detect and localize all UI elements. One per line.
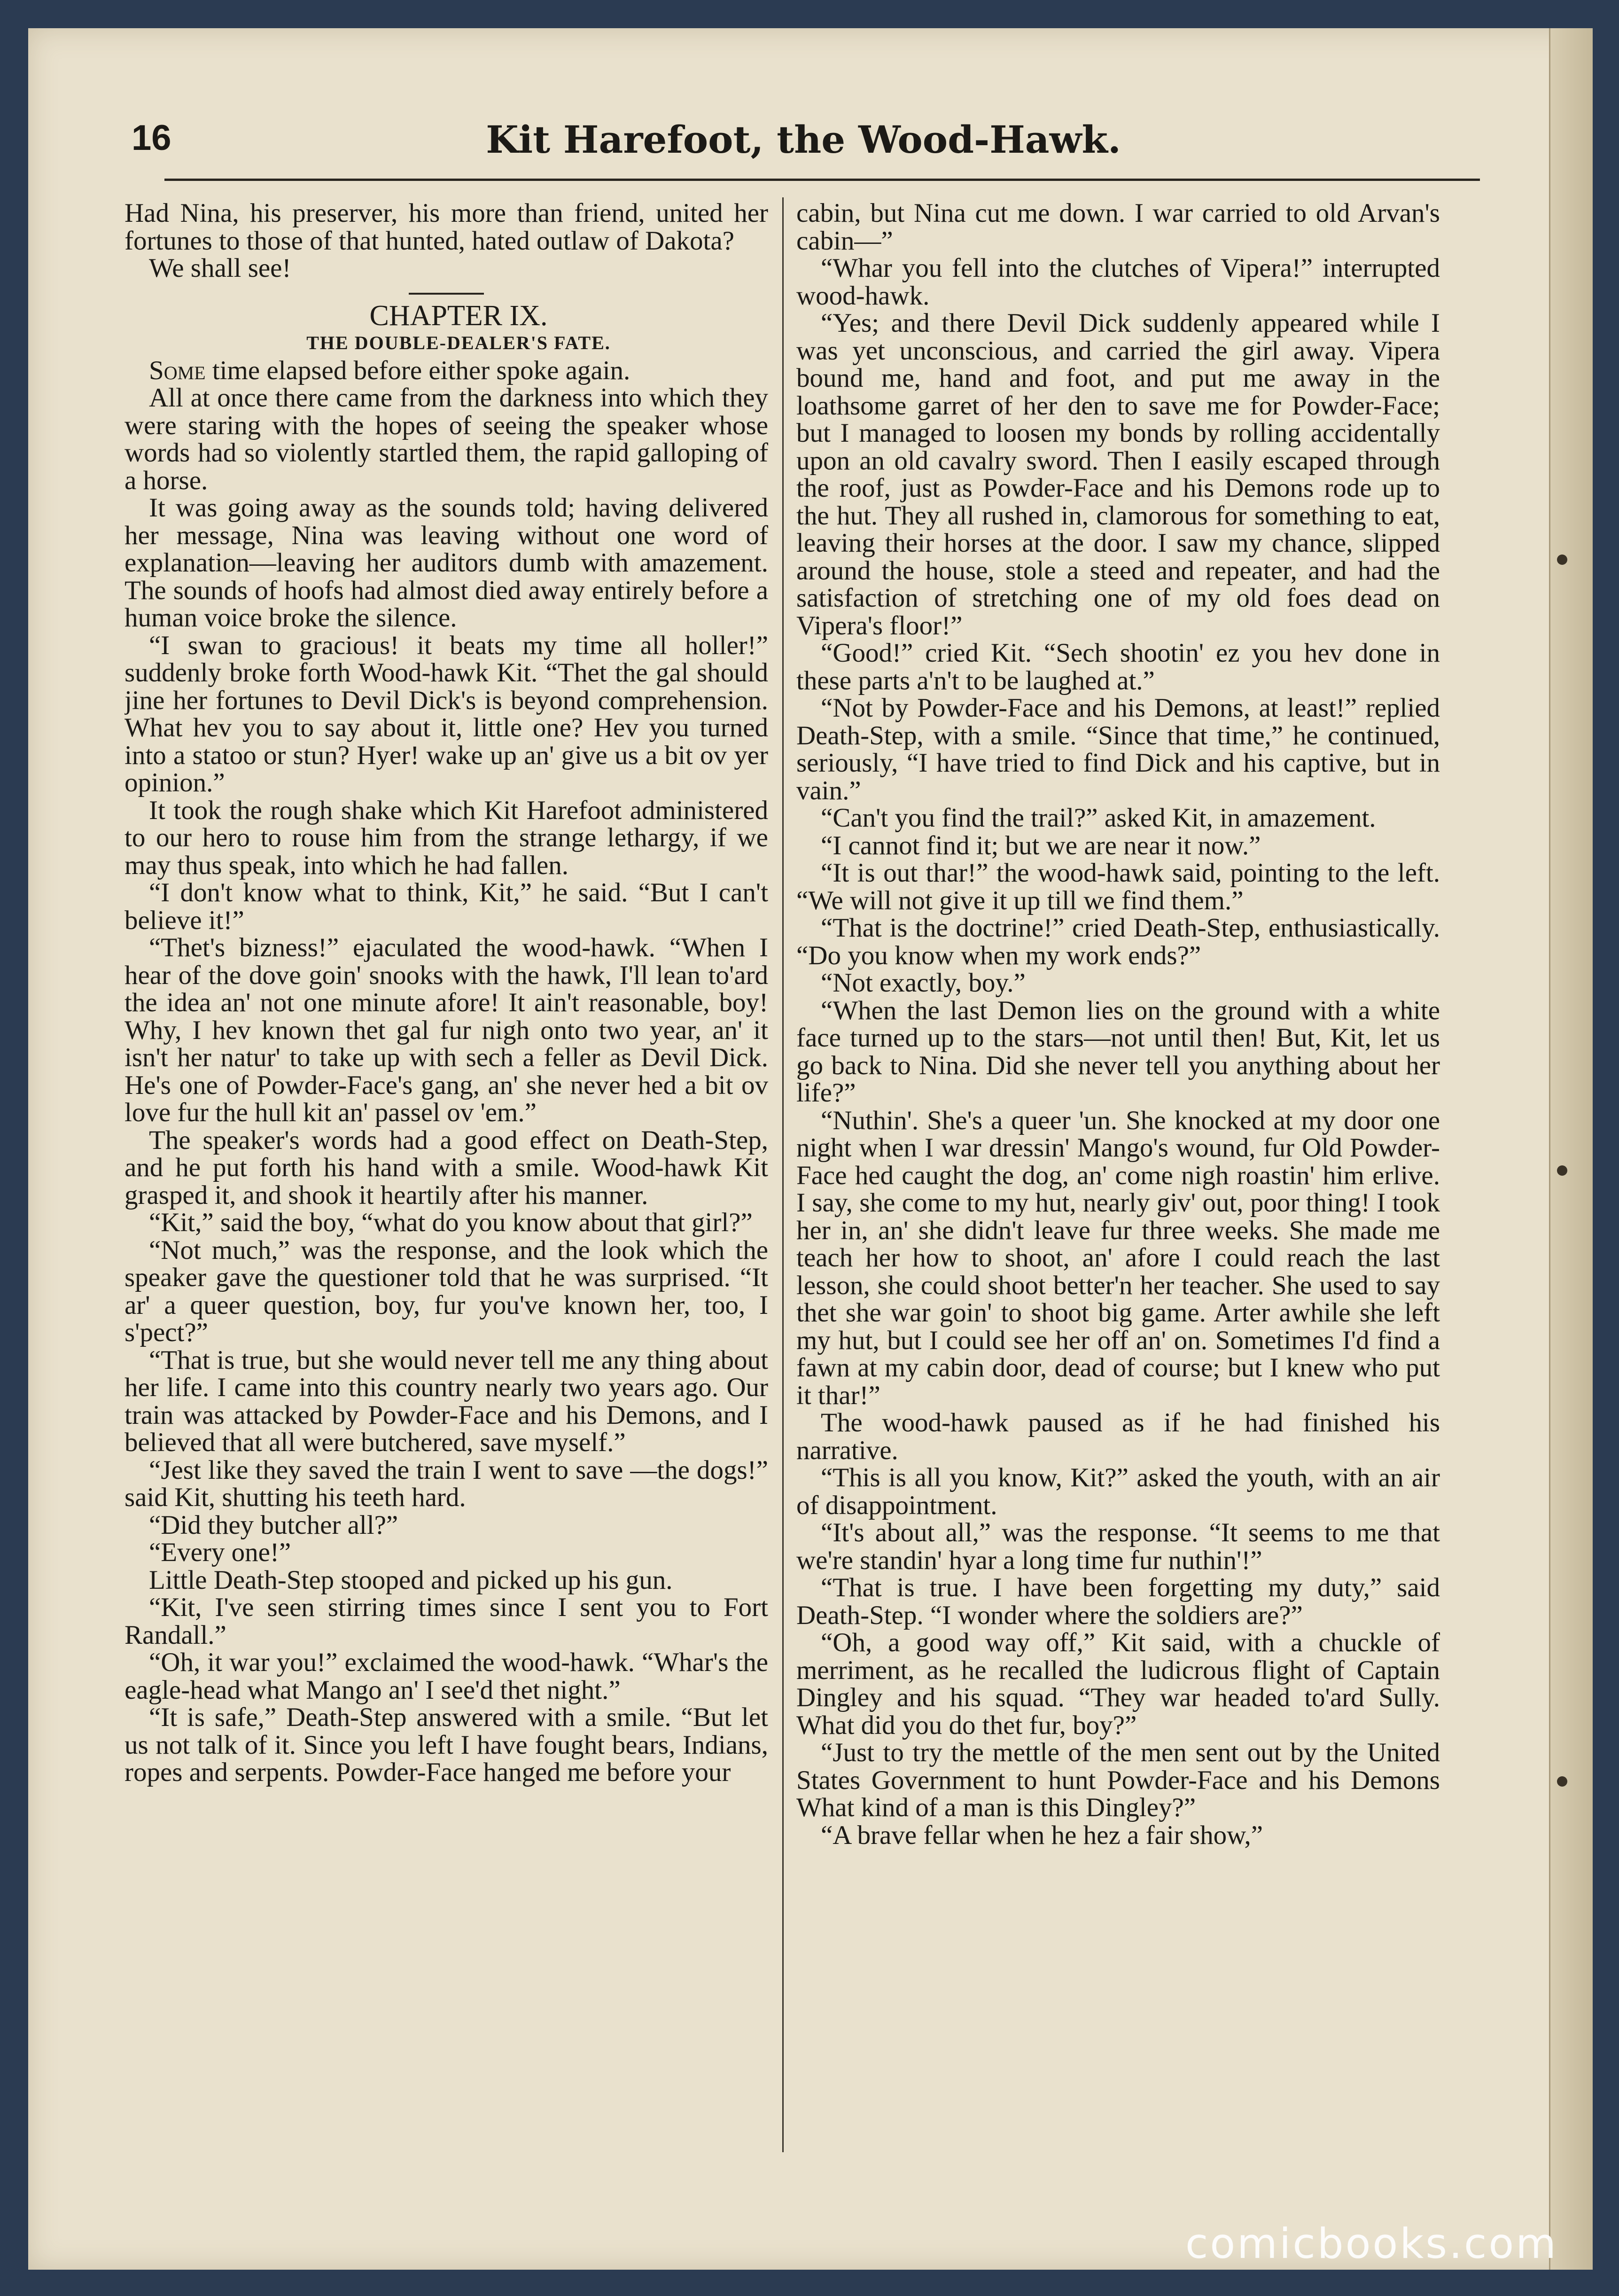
binding-hole — [1557, 554, 1567, 565]
paragraph: “Jest like they saved the train I went to save —the dogs!” said Kit, shutting his teeth hard. — [125, 1455, 768, 1512]
paragraph: “A brave fellar when he hez a fair show,” — [821, 1820, 1263, 1850]
paragraph: “Not much,” was the response, and the look which the speaker gave the questioner told that he was surprised. “It ar' a queer question, boy, fur you've known her, too, I s'pect?” — [125, 1235, 768, 1347]
paragraph: “Did they butcher all?” — [149, 1510, 398, 1540]
right-column — [796, 200, 1440, 2183]
left-column — [125, 200, 768, 2183]
paragraph: “That is true. I have been forgetting my duty,” said Death-Step. “I wonder where the soldiers are?” — [796, 1573, 1440, 1630]
page-spine — [1549, 28, 1593, 2270]
page-header — [132, 117, 1475, 169]
paragraph: “This is all you know, Kit?” asked the youth, with an air of disappointment. — [796, 1463, 1440, 1520]
paragraph: “Can't you find the trail?” asked Kit, in amazement. — [821, 803, 1376, 833]
paragraph: “That is the doctrine!” cried Death-Step, enthusiastically. “Do you know when my work ends?” — [796, 913, 1440, 970]
paragraph: “I don't know what to think, Kit,” he said. “But I can't believe it!” — [125, 878, 768, 935]
paragraph: “It's about all,” was the response. “It seems to me that we're standin' hyar a long time fur nuthin'!” — [796, 1518, 1440, 1575]
paragraph: “Nuthin'. She's a queer 'un. She knocked at my door one night when I war dressin' Mango's wound, fur Old Powder-Face hed caught the dog, an' come nigh roastin' him erlive. I say, she come to my hut, nearly giv' out, poor thing! I took her in, an' she didn't leave fur three weeks. She made me teach her how to shoot, an' afore I could reach the last lesson, she could shoot better'n her teacher. She used to say thet she war goin' to shoot big game. Arter awhile she left my hut, but I could see her off an' on. Sometimes I'd find a fawn at my cabin door, dead of course; but I knew who put it thar!” — [796, 1105, 1440, 1410]
paragraph: “That is true, but she would never tell me any thing about her life. I came into this country nearly two years ago. Our train was attacked by Powder-Face and his Demons, and I believed that all were butchered, save myself.” — [125, 1345, 768, 1457]
header-rule — [164, 179, 1480, 181]
paragraph: Little Death-Step stooped and picked up his gun. — [149, 1565, 673, 1595]
paragraph: “Yes; and there Devil Dick suddenly appeared while I was yet unconscious, and carried the girl away. Vipera bound me, hand and foot, and put me away in the loathsome garret of her den to save me for Powder-Face; but I managed to loosen my bonds by rolling accidentally upon an old cavalry sword. Then I easily escaped through the roof, just as Powder-Face and his Demons rode up to the hut. They all rushed in, clamorous for something to eat, leaving their horses at the door. I saw my chance, slipped around the house, stole a steed and repeater, and had the satisfaction of stretching one of my old foes dead on Vipera's floor!” — [796, 308, 1440, 640]
paragraph: “Oh, it war you!” exclaimed the wood-hawk. “Whar's the eagle-head what Mango an' I see'd thet night.” — [125, 1648, 768, 1705]
binding-hole — [1557, 1776, 1567, 1787]
paragraph: “Good!” cried Kit. “Sech shootin' ez you hev done in these parts a'n't to be laughed at.” — [796, 638, 1440, 695]
paragraph: cabin, but Nina cut me down. I war carried to old Arvan's cabin—” — [796, 200, 1440, 256]
paragraph: “Just to try the mettle of the men sent out by the United States Government to hunt Powder-Face and his Demons What kind of a man is this Dingley?” — [796, 1738, 1440, 1822]
paragraph: It was going away as the sounds told; having delivered her message, Nina was leaving without one word of explanation—leaving her auditors dumb with amazement. The sounds of hoofs had almost died away entirely before a human voice broke the silence. — [125, 493, 768, 633]
paragraph-text: time elapsed before either spoke again. — [205, 355, 630, 385]
paragraph: The speaker's words had a good effect on Death-Step, and he put forth his hand with a smile. Wood-hawk Kit grasped it, and shook it heartily after his manner. — [125, 1125, 768, 1210]
paragraph: “Oh, a good way off,” Kit said, with a chuckle of merriment, as he recalled the ludicrous flight of Captain Dingley and his squad. “They war headed to'ard Sully. What did you do thet fur, boy?” — [796, 1628, 1440, 1740]
lead-word: Some — [149, 355, 206, 385]
paragraph: “I cannot find it; but we are near it now.” — [821, 830, 1261, 860]
chapter-heading: CHAPTER IX. — [369, 299, 548, 332]
watermark-logo: comicbooks.com — [1185, 2219, 1558, 2268]
paragraph: “It is safe,” Death-Step answered with a smile. “But let us not talk of it. Since you left I have fought bears, Indians, ropes and serpents. Powder-Face hanged me before your — [125, 1702, 768, 1787]
paragraph: “Every one!” — [149, 1538, 291, 1567]
paragraph: It took the rough shake which Kit Harefoot administered to our hero to rouse him from the strange lethargy, if we may thus speak, into which he had fallen. — [125, 795, 768, 880]
paragraph: “Kit,” said the boy, “what do you know about that girl?” — [149, 1208, 753, 1237]
paragraph: “Kit, I've seen stirring times since I sent you to Fort Randall.” — [125, 1593, 768, 1650]
paragraph: “Not by Powder-Face and his Demons, at least!” replied Death-Step, with a smile. “Since that time,” he continued, seriously, “I have tried to find Dick and his captive, but in vain.” — [796, 693, 1440, 805]
section-rule — [409, 293, 484, 295]
chapter-subtitle: THE DOUBLE-DEALER'S FATE. — [306, 332, 611, 353]
running-title: Kit Harefoot, the Wood-Hawk. — [486, 117, 1121, 162]
column-divider — [782, 197, 784, 2152]
paragraph: “Thet's bizness!” ejaculated the wood-hawk. “When I hear of the dove goin' snooks with the hawk, I'll lean to'ard the idea an' not one minute afore! It ain't reasonable, boy! Why, I hev known thet gal fur nigh onto two year, an' it isn't her natur' to take up with sech a feller as Devil Dick. He's one of Powder-Face's gang, an' she never hed a bit ov love fur the hull kit an' passel ov 'em.” — [125, 933, 768, 1127]
paragraph: Had Nina, his preserver, his more than friend, united her fortunes to those of that hunted, hated outlaw of Dakota? — [125, 200, 768, 256]
paragraph — [125, 357, 768, 385]
paragraph: “It is out thar!” the wood-hawk said, pointing to the left. “We will not give it up till we find them.” — [796, 858, 1440, 915]
paragraph: “Whar you fell into the clutches of Vipera!” interrupted wood-hawk. — [796, 253, 1440, 311]
paragraph: “Not exactly, boy.” — [821, 968, 1026, 998]
binding-hole — [1557, 1165, 1567, 1176]
paragraph: “When the last Demon lies on the ground with a white face turned up to the stars—not until then! But, Kit, let us go back to Nina. Did she never tell you anything about her life?” — [796, 995, 1440, 1108]
paragraph: The wood-hawk paused as if he had finished his narrative. — [796, 1408, 1440, 1465]
page-number: 16 — [132, 118, 171, 158]
paragraph: “I swan to gracious! it beats my time all holler!” suddenly broke forth Wood-hawk Kit. “Thet the gal should jine her fortunes to Devil Dick's is beyond comprehension. What hev you to say about it, little one? Hev you turned into a statoo or stun? Hyer! wake up an' give us a bit ov yer opinion.” — [125, 630, 768, 797]
paragraph: All at once there came from the darkness into which they were staring with the hopes of seeing the speaker whose words had so violently startled them, the rapid galloping of a horse. — [125, 383, 768, 495]
paragraph: We shall see! — [149, 253, 291, 283]
